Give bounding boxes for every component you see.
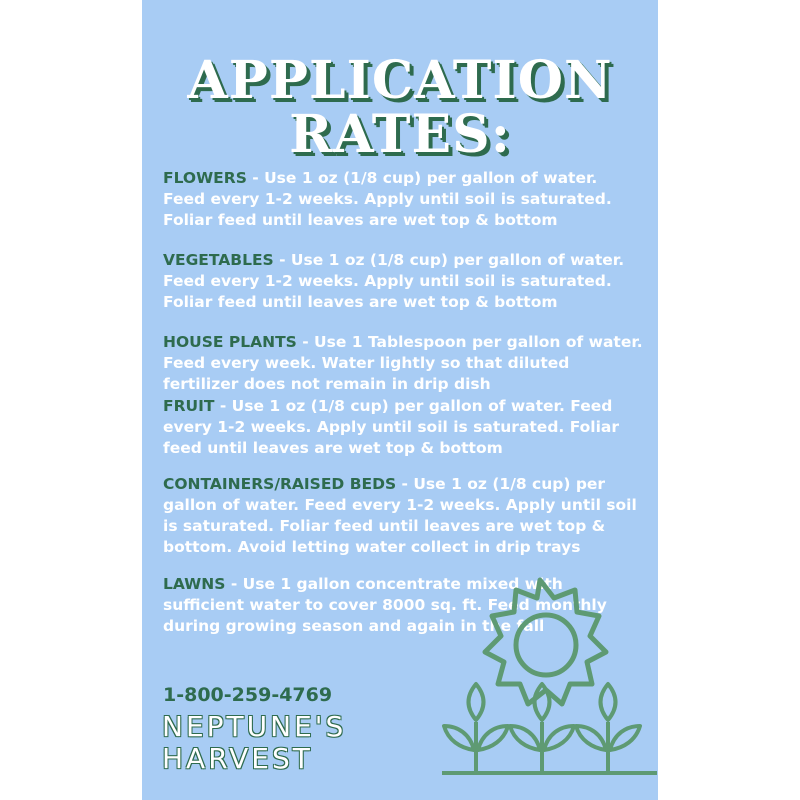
section-text: - Use 1 oz (1/8 cup) per gallon of water. Feed every 1-2 weeks. Apply until soil is saturated. Foliar feed until leaves are wet top & bottom bbox=[163, 169, 612, 229]
title-line-2: RATES: bbox=[289, 104, 511, 165]
section-text: - Use 1 Tablespoon per gallon of water. Feed every week. Water lightly so that diluted fertilizer does not remain in drip dish bbox=[163, 333, 643, 393]
section-text: - Use 1 oz (1/8 cup) per gallon of water. Feed every 1-2 weeks. Apply until soil is saturated. Foliar feed until leaves are wet top & bottom. Avoid letting water collect in drip trays bbox=[163, 475, 637, 556]
section-text: - Use 1 oz (1/8 cup) per gallon of water. Feed every 1-2 weeks. Apply until soil is saturated. Foliar feed until leaves are wet top & bottom bbox=[163, 397, 620, 457]
decorations bbox=[142, 0, 658, 800]
phone-number: 1-800-259-4769 bbox=[163, 684, 333, 706]
sprout-icon bbox=[442, 684, 657, 773]
section-label: FRUIT bbox=[163, 397, 215, 415]
brand-line-2: HARVEST bbox=[162, 742, 313, 775]
section-label: CONTAINERS/RAISED BEDS bbox=[163, 475, 397, 493]
brand-line-1: NEPTUNE'S bbox=[162, 710, 347, 743]
section-text: - Use 1 oz (1/8 cup) per gallon of water. Feed every 1-2 weeks. Apply until soil is saturated. Foliar feed until leaves are wet top & bottom bbox=[163, 251, 625, 311]
section-label: LAWNS bbox=[163, 575, 226, 593]
title-line-1: APPLICATION bbox=[187, 50, 613, 111]
section-label: VEGETABLES bbox=[163, 251, 274, 269]
section-text: - Use 1 gallon concentrate mixed with sufficient water to cover 8000 sq. ft. Feed monthly during growing season and again in the fall bbox=[163, 575, 607, 635]
application-rates-card bbox=[142, 0, 658, 800]
section-label: HOUSE PLANTS bbox=[163, 333, 297, 351]
section-label: FLOWERS bbox=[163, 169, 247, 187]
